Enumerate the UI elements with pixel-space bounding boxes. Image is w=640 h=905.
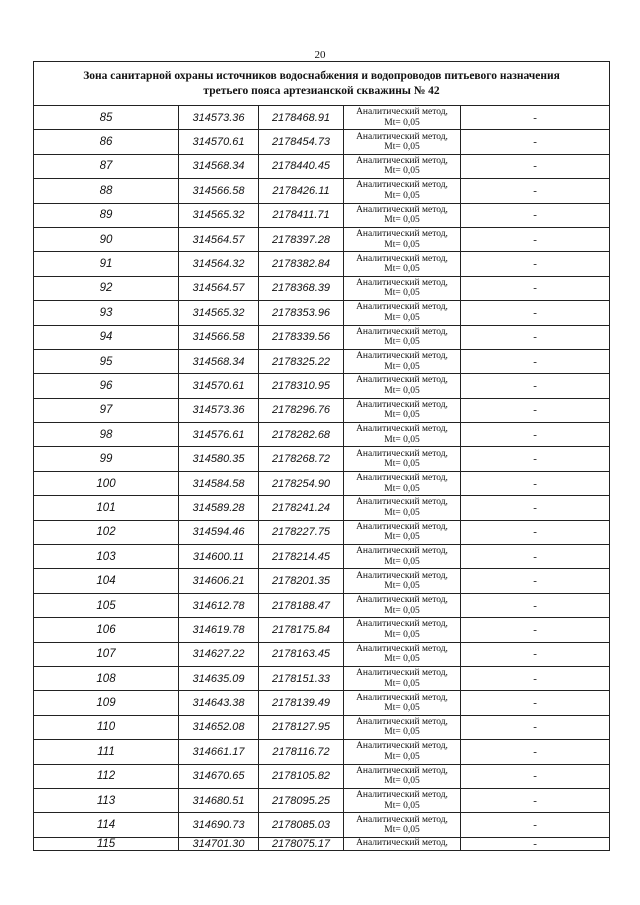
method-precision: Mt= 0,05 (384, 703, 420, 714)
x-coordinate-cell: 314564.57 (179, 276, 259, 300)
point-number-cell: 109 (34, 691, 179, 715)
method-cell (344, 203, 461, 227)
table-row (34, 276, 610, 300)
method-precision: Mt= 0,05 (384, 678, 420, 689)
method-cell (344, 276, 461, 300)
point-number-cell: 92 (34, 276, 179, 300)
y-coordinate-cell: 2178127.95 (259, 715, 344, 739)
x-coordinate-cell: 314627.22 (179, 642, 259, 666)
method-precision: Mt= 0,05 (384, 190, 420, 201)
method-cell (344, 106, 461, 130)
point-number-cell: 95 (34, 349, 179, 373)
dash-cell: - (461, 569, 610, 593)
point-number-cell: 111 (34, 740, 179, 764)
dash-cell: - (461, 813, 610, 837)
method-cell (344, 423, 461, 447)
y-coordinate-cell: 2178339.56 (259, 325, 344, 349)
method-precision: Mt= 0,05 (384, 337, 420, 348)
method-cell (344, 593, 461, 617)
method-label: Аналитический метод, (356, 765, 448, 776)
x-coordinate-cell: 314643.38 (179, 691, 259, 715)
method-cell (344, 618, 461, 642)
table-row (34, 471, 610, 495)
method-label: Аналитический метод, (356, 814, 448, 825)
point-number-cell: 100 (34, 471, 179, 495)
method-precision: Mt= 0,05 (384, 385, 420, 396)
method-precision: Mt= 0,05 (384, 825, 420, 836)
method-label: Аналитический метод, (356, 838, 448, 849)
table-row (34, 666, 610, 690)
dash-cell: - (461, 666, 610, 690)
y-coordinate-cell: 2178353.96 (259, 301, 344, 325)
table-row (34, 154, 610, 178)
method-precision: Mt= 0,05 (384, 288, 420, 299)
table-row (34, 813, 610, 837)
dash-cell: - (461, 154, 610, 178)
point-number-cell: 110 (34, 715, 179, 739)
method-precision: Mt= 0,05 (384, 142, 420, 153)
table-row (34, 764, 610, 788)
x-coordinate-cell: 314570.61 (179, 374, 259, 398)
method-label: Аналитический метод, (356, 277, 448, 288)
y-coordinate-cell: 2178397.28 (259, 227, 344, 251)
x-coordinate-cell: 314570.61 (179, 130, 259, 154)
x-coordinate-cell: 314619.78 (179, 618, 259, 642)
coordinates-table-container (33, 61, 609, 851)
point-number-cell: 86 (34, 130, 179, 154)
page-number: 20 (314, 49, 326, 61)
y-coordinate-cell: 2178368.39 (259, 276, 344, 300)
x-coordinate-cell: 314652.08 (179, 715, 259, 739)
dash-cell: - (461, 691, 610, 715)
method-label: Аналитический метод, (356, 643, 448, 654)
method-cell (344, 666, 461, 690)
dash-cell: - (461, 325, 610, 349)
point-number-cell: 102 (34, 520, 179, 544)
y-coordinate-cell: 2178310.95 (259, 374, 344, 398)
dash-cell: - (461, 252, 610, 276)
x-coordinate-cell: 314573.36 (179, 106, 259, 130)
method-precision: Mt= 0,05 (384, 507, 420, 518)
table-row (34, 545, 610, 569)
point-number-cell: 87 (34, 154, 179, 178)
y-coordinate-cell: 2178201.35 (259, 569, 344, 593)
dash-cell: - (461, 349, 610, 373)
table-row (34, 325, 610, 349)
method-precision: Mt= 0,05 (384, 751, 420, 762)
dash-cell: - (461, 496, 610, 520)
method-cell (344, 227, 461, 251)
table-row (34, 252, 610, 276)
y-coordinate-cell: 2178282.68 (259, 423, 344, 447)
y-coordinate-cell: 2178151.33 (259, 666, 344, 690)
point-number-cell: 98 (34, 423, 179, 447)
x-coordinate-cell: 314580.35 (179, 447, 259, 471)
method-cell (344, 691, 461, 715)
y-coordinate-cell: 2178105.82 (259, 764, 344, 788)
point-number-cell: 90 (34, 227, 179, 251)
x-coordinate-cell: 314584.58 (179, 471, 259, 495)
y-coordinate-cell: 2178188.47 (259, 593, 344, 617)
point-number-cell: 106 (34, 618, 179, 642)
table-row (34, 203, 610, 227)
dash-cell: - (461, 715, 610, 739)
point-number-cell: 107 (34, 642, 179, 666)
table-row (34, 398, 610, 422)
dash-cell: - (461, 545, 610, 569)
method-label: Аналитический метод, (356, 448, 448, 459)
method-precision: Mt= 0,05 (384, 776, 420, 787)
method-cell (344, 813, 461, 837)
method-cell (344, 398, 461, 422)
method-label: Аналитический метод, (356, 619, 448, 630)
table-row (34, 423, 610, 447)
method-precision: Mt= 0,05 (384, 239, 420, 250)
dash-cell: - (461, 203, 610, 227)
dash-cell: - (461, 398, 610, 422)
method-cell (344, 715, 461, 739)
method-label: Аналитический метод, (356, 399, 448, 410)
method-label: Аналитический метод, (356, 595, 448, 605)
y-coordinate-cell: 2178214.45 (259, 545, 344, 569)
method-precision: Mt= 0,05 (384, 166, 420, 177)
method-label: Аналитический метод, (356, 570, 448, 581)
method-precision: Mt= 0,05 (384, 361, 420, 372)
dash-cell: - (461, 276, 610, 300)
y-coordinate-cell: 2178426.11 (259, 179, 344, 203)
y-coordinate-cell: 2178440.45 (259, 154, 344, 178)
point-number-cell: 114 (34, 813, 179, 837)
x-coordinate-cell: 314612.78 (179, 593, 259, 617)
dash-cell: - (461, 106, 610, 130)
point-number-cell: 113 (34, 788, 179, 812)
dash-cell: - (461, 618, 610, 642)
method-label: Аналитический метод, (356, 229, 448, 240)
method-precision: Mt= 0,05 (384, 410, 420, 421)
point-number-cell: 104 (34, 569, 179, 593)
point-number-cell: 97 (34, 398, 179, 422)
y-coordinate-cell: 2178085.03 (259, 813, 344, 837)
method-cell (344, 179, 461, 203)
x-coordinate-cell: 314565.32 (179, 301, 259, 325)
table-row (34, 179, 610, 203)
dash-cell: - (461, 227, 610, 251)
point-number-cell: 112 (34, 764, 179, 788)
x-coordinate-cell: 314594.46 (179, 520, 259, 544)
dash-cell: - (461, 423, 610, 447)
y-coordinate-cell: 2178241.24 (259, 496, 344, 520)
point-number-cell: 115 (34, 837, 179, 850)
table-row (34, 349, 610, 373)
method-precision: Mt= 0,05 (384, 434, 420, 445)
y-coordinate-cell: 2178175.84 (259, 618, 344, 642)
y-coordinate-cell: 2178095.25 (259, 788, 344, 812)
method-precision: Mt= 0,05 (384, 215, 420, 226)
method-label: Аналитический метод, (356, 497, 448, 508)
y-coordinate-cell: 2178411.71 (259, 203, 344, 227)
point-number-cell: 89 (34, 203, 179, 227)
method-precision: Mt= 0,05 (384, 581, 420, 592)
method-cell (344, 447, 461, 471)
dash-cell: - (461, 520, 610, 544)
method-cell (344, 496, 461, 520)
method-cell (344, 325, 461, 349)
x-coordinate-cell: 314564.32 (179, 252, 259, 276)
x-coordinate-cell: 314635.09 (179, 666, 259, 690)
x-coordinate-cell: 314565.32 (179, 203, 259, 227)
method-cell (344, 154, 461, 178)
y-coordinate-cell: 2178454.73 (259, 130, 344, 154)
point-number-cell: 93 (34, 301, 179, 325)
table-row (34, 569, 610, 593)
method-label: Аналитический метод, (356, 692, 448, 703)
y-coordinate-cell: 2178227.75 (259, 520, 344, 544)
point-number-cell: 94 (34, 325, 179, 349)
table-row (34, 301, 610, 325)
method-cell (344, 740, 461, 764)
method-label: Аналитический метод, (356, 424, 448, 435)
dash-cell: - (461, 447, 610, 471)
method-precision: Mt= 0,05 (384, 654, 420, 665)
y-coordinate-cell: 2178075.17 (259, 837, 344, 850)
table-title-line1: Зона санитарной охраны источников водоснабжения и водопроводов питьевого назначения (83, 69, 560, 82)
table-row (34, 130, 610, 154)
method-label: Аналитический метод, (356, 741, 448, 752)
method-precision: Mt= 0,05 (384, 800, 420, 811)
x-coordinate-cell: 314573.36 (179, 398, 259, 422)
method-label: Аналитический метод, (356, 155, 448, 166)
table-row (34, 106, 610, 130)
y-coordinate-cell: 2178468.91 (259, 106, 344, 130)
table-row (34, 837, 610, 850)
method-cell (344, 349, 461, 373)
method-cell (344, 301, 461, 325)
table-row (34, 788, 610, 812)
method-precision: Mt= 0,05 (384, 117, 420, 128)
table-row (34, 740, 610, 764)
method-label: Аналитический метод, (356, 546, 448, 557)
x-coordinate-cell: 314690.73 (179, 813, 259, 837)
method-label: Аналитический метод, (356, 521, 448, 532)
method-label: Аналитический метод, (356, 473, 448, 484)
method-precision: Mt= 0,05 (384, 727, 420, 738)
method-precision: Mt= 0,05 (384, 605, 420, 616)
dash-cell: - (461, 471, 610, 495)
method-cell (344, 788, 461, 812)
method-cell (344, 252, 461, 276)
method-label: Аналитический метод, (356, 326, 448, 337)
point-number-cell: 99 (34, 447, 179, 471)
y-coordinate-cell: 2178163.45 (259, 642, 344, 666)
point-number-cell: 91 (34, 252, 179, 276)
method-precision: Mt= 0,05 (384, 483, 420, 494)
x-coordinate-cell: 314701.30 (179, 837, 259, 850)
point-number-cell: 103 (34, 545, 179, 569)
x-coordinate-cell: 314564.57 (179, 227, 259, 251)
method-precision: Mt= 0,05 (384, 264, 420, 275)
method-label: Аналитический метод, (356, 668, 448, 679)
y-coordinate-cell: 2178325.22 (259, 349, 344, 373)
method-label: Аналитический метод, (356, 180, 448, 191)
table-title (34, 62, 610, 106)
method-precision: Mt= 0,05 (384, 312, 420, 323)
method-label: Аналитический метод, (356, 107, 448, 118)
dash-cell: - (461, 179, 610, 203)
point-number-cell: 88 (34, 179, 179, 203)
table-row (34, 496, 610, 520)
x-coordinate-cell: 314589.28 (179, 496, 259, 520)
y-coordinate-cell: 2178296.76 (259, 398, 344, 422)
method-precision: Mt= 0,05 (384, 556, 420, 567)
dash-cell: - (461, 740, 610, 764)
table-row (34, 642, 610, 666)
method-label: Аналитический метод, (356, 351, 448, 362)
method-cell (344, 520, 461, 544)
method-label: Аналитический метод, (356, 131, 448, 142)
dash-cell: - (461, 837, 610, 850)
x-coordinate-cell: 314568.34 (179, 154, 259, 178)
y-coordinate-cell: 2178116.72 (259, 740, 344, 764)
dash-cell: - (461, 788, 610, 812)
table-row (34, 374, 610, 398)
method-cell (344, 545, 461, 569)
dash-cell: - (461, 642, 610, 666)
x-coordinate-cell: 314606.21 (179, 569, 259, 593)
x-coordinate-cell: 314566.58 (179, 325, 259, 349)
table-row (34, 447, 610, 471)
method-cell (344, 130, 461, 154)
dash-cell: - (461, 374, 610, 398)
point-number-cell: 108 (34, 666, 179, 690)
x-coordinate-cell: 314568.34 (179, 349, 259, 373)
method-cell (344, 471, 461, 495)
method-precision: Mt= 0,05 (384, 629, 420, 640)
table-row (34, 227, 610, 251)
method-cell (344, 764, 461, 788)
table-row (34, 593, 610, 617)
method-precision: Mt= 0,05 (384, 532, 420, 543)
method-precision: Mt= 0,05 (384, 459, 420, 470)
table-row (34, 520, 610, 544)
method-cell (344, 374, 461, 398)
method-cell (344, 569, 461, 593)
table-row (34, 618, 610, 642)
y-coordinate-cell: 2178254.90 (259, 471, 344, 495)
dash-cell: - (461, 130, 610, 154)
table-title-row (34, 62, 610, 106)
x-coordinate-cell: 314566.58 (179, 179, 259, 203)
table-row (34, 691, 610, 715)
y-coordinate-cell: 2178268.72 (259, 447, 344, 471)
method-label: Аналитический метод, (356, 790, 448, 801)
method-label: Аналитический метод, (356, 253, 448, 264)
table-title-line2: третьего пояса артезианской скважины № 42 (203, 84, 440, 97)
dash-cell: - (461, 593, 610, 617)
method-label: Аналитический метод, (356, 302, 448, 313)
point-number-cell: 85 (34, 106, 179, 130)
x-coordinate-cell: 314600.11 (179, 545, 259, 569)
dash-cell: - (461, 764, 610, 788)
x-coordinate-cell: 314661.17 (179, 740, 259, 764)
point-number-cell: 105 (34, 593, 179, 617)
method-cell (344, 642, 461, 666)
point-number-cell: 96 (34, 374, 179, 398)
y-coordinate-cell: 2178382.84 (259, 252, 344, 276)
point-number-cell: 101 (34, 496, 179, 520)
method-label: Аналитический метод, (356, 375, 448, 386)
x-coordinate-cell: 314680.51 (179, 788, 259, 812)
method-cell (344, 837, 461, 850)
table-row (34, 715, 610, 739)
dash-cell: - (461, 301, 610, 325)
x-coordinate-cell: 314576.61 (179, 423, 259, 447)
method-label: Аналитический метод, (356, 716, 448, 727)
x-coordinate-cell: 314670.65 (179, 764, 259, 788)
method-label: Аналитический метод, (356, 204, 448, 215)
y-coordinate-cell: 2178139.49 (259, 691, 344, 715)
coordinates-table (33, 61, 610, 851)
